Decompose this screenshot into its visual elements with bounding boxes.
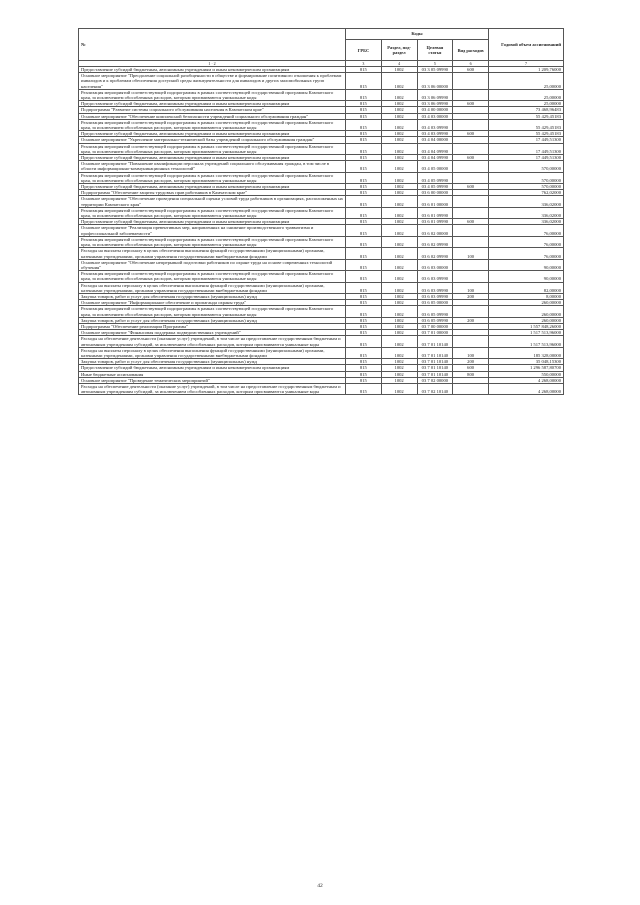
row-article-cell: 03 3 06 09990 (417, 101, 453, 107)
row-sum-cell: 17 449,51300 (489, 143, 564, 154)
row-grbs-cell: 815 (346, 113, 382, 119)
header-grbs: ГРБС (346, 40, 382, 61)
row-name-cell: Закупка товаров, работ и услуг для обеспечения государственных (муниципальных) нужд (79, 359, 346, 365)
row-sum-cell: 17 449,51300 (489, 155, 564, 161)
row-section-cell: 1002 (381, 347, 417, 358)
table-row (79, 271, 564, 282)
row-expense-type-cell: 100 (453, 248, 489, 259)
row-article-cell: 03 4 03 09990 (417, 131, 453, 137)
row-section-cell: 1002 (381, 190, 417, 196)
row-grbs-cell: 815 (346, 259, 382, 270)
header-article: Целевая статья (417, 40, 453, 61)
row-expense-type-cell: 600 (453, 219, 489, 225)
row-article-cell: 03 6 03 09990 (417, 271, 453, 282)
row-sum-cell: 1 517 513,96000 (489, 336, 564, 347)
row-section-cell: 1002 (381, 196, 417, 207)
row-sum-cell: 82,00000 (489, 282, 564, 293)
row-section-cell: 1002 (381, 113, 417, 119)
row-sum-cell: 570,00000 (489, 161, 564, 172)
row-name-cell: Реализация мероприятий соответствующей подпрограммы в рамках соответствующей государственной программы Камчатского края, за исключением обособленных расходов, которым присваиваются уникальные коды (79, 207, 346, 218)
row-grbs-cell: 815 (346, 336, 382, 347)
row-article-cell: 03 4 05 09990 (417, 172, 453, 183)
row-section-cell: 1002 (381, 207, 417, 218)
row-article-cell: 03 7 01 10140 (417, 336, 453, 347)
page-number: 42 (317, 883, 323, 889)
row-expense-type-cell: 600 (453, 101, 489, 107)
row-grbs-cell: 815 (346, 119, 382, 130)
row-grbs-cell: 815 (346, 219, 382, 225)
row-name-cell: Закупка товаров, работ и услуг для обеспечения государственных (муниципальных) нужд (79, 317, 346, 323)
table-row (79, 196, 564, 207)
row-article-cell: 03 7 01 10140 (417, 365, 453, 371)
row-section-cell: 1002 (381, 172, 417, 183)
table-row (79, 143, 564, 154)
row-expense-type-cell: 600 (453, 155, 489, 161)
row-article-cell: 03 7 00 00000 (417, 323, 453, 329)
row-sum-cell: 76,00000 (489, 248, 564, 259)
row-expense-type-cell (453, 336, 489, 347)
row-name-cell: Подпрограмма "Обеспечение защиты трудовых прав работников в Камчатском крае" (79, 190, 346, 196)
row-section-cell: 1002 (381, 282, 417, 293)
row-section-cell: 1002 (381, 236, 417, 247)
row-grbs-cell: 815 (346, 248, 382, 259)
row-article-cell: 03 6 03 00000 (417, 259, 453, 270)
row-sum-cell: 185 328,00000 (489, 347, 564, 358)
row-grbs-cell: 815 (346, 101, 382, 107)
row-section-cell: 1002 (381, 67, 417, 73)
row-name-cell: Предоставление субсидий бюджетным, автономным учреждениям и иным некоммерческим организациям (79, 155, 346, 161)
col-num-cell: 6 (453, 61, 489, 67)
row-article-cell: 03 6 02 09990 (417, 236, 453, 247)
row-article-cell: 03 7 01 00000 (417, 330, 453, 336)
row-sum-cell: 1 517 513,96000 (489, 330, 564, 336)
table-row (79, 225, 564, 236)
row-name-cell: Подпрограмма "Обеспечение реализации Программы" (79, 323, 346, 329)
row-expense-type-cell: 600 (453, 67, 489, 73)
table-row (79, 236, 564, 247)
row-name-cell: Основное мероприятие "Обеспечение комплексной безопасности учреждений социального обслуживания граждан" (79, 113, 346, 119)
row-grbs-cell: 815 (346, 89, 382, 100)
table-row (79, 336, 564, 347)
row-expense-type-cell (453, 143, 489, 154)
budget-table-sheet (78, 28, 564, 395)
table-row (79, 73, 564, 90)
row-grbs-cell: 815 (346, 137, 382, 143)
row-sum-cell: 260,00000 (489, 306, 564, 317)
row-section-cell: 1002 (381, 101, 417, 107)
row-sum-cell: 76,00000 (489, 236, 564, 247)
row-article-cell: 03 7 02 10140 (417, 383, 453, 394)
row-grbs-cell: 815 (346, 293, 382, 299)
row-section-cell: 1002 (381, 306, 417, 317)
row-article-cell: 03 6 01 09990 (417, 207, 453, 218)
row-name-cell: Расходы на выплаты персоналу в целях обеспечения выполнения функций государственными (муниципальными) органами, казенными учреждениями, органами управления государственными внебюджетными фондами (79, 248, 346, 259)
row-article-cell: 03 7 01 10140 (417, 347, 453, 358)
row-grbs-cell: 815 (346, 73, 382, 90)
row-expense-type-cell: 200 (453, 317, 489, 323)
row-sum-cell: 35 048,15300 (489, 359, 564, 365)
row-sum-cell: 260,00000 (489, 317, 564, 323)
row-sum-cell: 550,00000 (489, 371, 564, 377)
col-num-cell: 5 (417, 61, 453, 67)
row-section-cell: 1002 (381, 137, 417, 143)
row-section-cell: 1002 (381, 107, 417, 113)
row-expense-type-cell (453, 236, 489, 247)
row-section-cell: 1002 (381, 293, 417, 299)
row-expense-type-cell: 600 (453, 131, 489, 137)
row-name-cell: Основное мероприятие "Повышение квалификации персонала учреждений социального обслуживания граждан, в том числе в области информационно-коммуникационных технологий" (79, 161, 346, 172)
table-row (79, 248, 564, 259)
row-grbs-cell: 815 (346, 225, 382, 236)
row-expense-type-cell (453, 172, 489, 183)
row-name-cell: Основное мероприятие "Преодоление социальной разобщенности в обществе и формирование позитивного отношения к проблемам инвалидов и к проблемам обеспечения доступной среды жизнедеятельности для инвалидов и других маломобильных групп населения" (79, 73, 346, 90)
row-sum-cell: 336,02000 (489, 219, 564, 225)
row-article-cell: 03 3 06 09990 (417, 89, 453, 100)
row-expense-type-cell (453, 271, 489, 282)
row-section-cell: 1002 (381, 330, 417, 336)
table-row (79, 119, 564, 130)
budget-table (78, 28, 564, 395)
table-row (79, 282, 564, 293)
row-expense-type-cell (453, 225, 489, 236)
row-section-cell: 1002 (381, 371, 417, 377)
row-expense-type-cell (453, 73, 489, 90)
row-article-cell: 03 6 05 09990 (417, 317, 453, 323)
row-grbs-cell: 815 (346, 347, 382, 358)
row-name-cell: Предоставление субсидий бюджетным, автономным учреждениям и иным некоммерческим организациям (79, 101, 346, 107)
row-grbs-cell: 815 (346, 190, 382, 196)
row-section-cell: 1002 (381, 377, 417, 383)
row-sum-cell: 76,00000 (489, 225, 564, 236)
row-grbs-cell: 815 (346, 383, 382, 394)
row-article-cell: 03 4 05 09990 (417, 184, 453, 190)
row-expense-type-cell: 200 (453, 359, 489, 365)
row-name-cell: Предоставление субсидий бюджетным, автономным учреждениям и иным некоммерческим организациям (79, 219, 346, 225)
row-sum-cell: 17 449,51300 (489, 137, 564, 143)
row-name-cell: Предоставление субсидий бюджетным, автономным учреждениям и иным некоммерческим организациям (79, 131, 346, 137)
table-row (79, 172, 564, 183)
row-section-cell: 1002 (381, 259, 417, 270)
row-grbs-cell: 815 (346, 155, 382, 161)
row-article-cell: 03 3 06 00000 (417, 73, 453, 90)
row-article-cell: 03 6 03 09990 (417, 282, 453, 293)
row-grbs-cell: 815 (346, 143, 382, 154)
row-name-cell: Предоставление субсидий бюджетным, автономным учреждениям и иным некоммерческим организациям (79, 184, 346, 190)
row-name-cell: Реализация мероприятий соответствующей подпрограммы в рамках соответствующей государственной программы Камчатского края, за исключением обособленных расходов, которым присваиваются уникальные коды (79, 143, 346, 154)
row-name-cell: Реализация мероприятий соответствующей подпрограммы в рамках соответствующей государственной программы Камчатского края, за исключением обособленных расходов, которым присваиваются уникальные коды (79, 119, 346, 130)
table-row (79, 383, 564, 394)
row-sum-cell: 570,00000 (489, 184, 564, 190)
row-article-cell: 03 4 04 00000 (417, 137, 453, 143)
row-grbs-cell: 815 (346, 282, 382, 293)
row-grbs-cell: 815 (346, 184, 382, 190)
col-num-cell: 7 (489, 61, 564, 67)
row-article-cell: 03 4 04 09990 (417, 155, 453, 161)
row-article-cell: 03 6 05 00000 (417, 300, 453, 306)
row-name-cell: Иные бюджетные ассигнования (79, 371, 346, 377)
table-body (79, 61, 564, 395)
row-section-cell: 1002 (381, 383, 417, 394)
row-article-cell: 03 7 01 10140 (417, 371, 453, 377)
row-expense-type-cell: 800 (453, 371, 489, 377)
row-name-cell: Реализация мероприятий соответствующей подпрограммы в рамках соответствующей государственной программы Камчатского края, за исключением обособленных расходов, которым присваиваются уникальные коды (79, 172, 346, 183)
row-section-cell: 1002 (381, 225, 417, 236)
row-section-cell: 1002 (381, 248, 417, 259)
row-section-cell: 1002 (381, 155, 417, 161)
row-article-cell: 03 6 01 00000 (417, 196, 453, 207)
row-sum-cell: 73 468,96483 (489, 107, 564, 113)
row-expense-type-cell (453, 207, 489, 218)
row-name-cell: Подпрограмма "Развитие системы социального обслуживания населения в Камчатском крае" (79, 107, 346, 113)
row-grbs-cell: 815 (346, 207, 382, 218)
col-num-cell: 3 (346, 61, 382, 67)
row-sum-cell: 4 268,00000 (489, 383, 564, 394)
row-expense-type-cell (453, 196, 489, 207)
row-grbs-cell: 815 (346, 330, 382, 336)
row-section-cell: 1002 (381, 359, 417, 365)
row-article-cell: 03 7 02 00000 (417, 377, 453, 383)
table-row (79, 89, 564, 100)
table-row (79, 161, 564, 172)
row-expense-type-cell: 600 (453, 184, 489, 190)
row-expense-type-cell: 600 (453, 365, 489, 371)
table-row (79, 347, 564, 358)
row-article-cell: 03 7 01 10140 (417, 359, 453, 365)
row-grbs-cell: 815 (346, 306, 382, 317)
col-num-cell: 1 · 2 (79, 61, 346, 67)
row-name-cell: Расходы на выплаты персоналу в целях обеспечения выполнения функций государственными (муниципальными) органами, казенными учреждениями, органами управления государственными внебюджетными фондами (79, 347, 346, 358)
row-expense-type-cell (453, 119, 489, 130)
row-grbs-cell: 815 (346, 172, 382, 183)
row-expense-type-cell: 100 (453, 347, 489, 358)
row-name-cell: Реализация мероприятий соответствующей подпрограммы в рамках соответствующей государственной программы Камчатского края, за исключением обособленных расходов, которым присваиваются уникальные коды (79, 306, 346, 317)
row-grbs-cell: 815 (346, 271, 382, 282)
row-sum-cell: 25,00000 (489, 89, 564, 100)
row-name-cell: Предоставление субсидий бюджетным, автономным учреждениям и иным некоммерческим организациям (79, 67, 346, 73)
row-sum-cell: 336,02000 (489, 207, 564, 218)
row-article-cell: 03 6 02 00000 (417, 225, 453, 236)
row-sum-cell: 25,00000 (489, 73, 564, 90)
table-row (79, 259, 564, 270)
row-sum-cell: 90,00000 (489, 259, 564, 270)
row-grbs-cell: 815 (346, 300, 382, 306)
row-article-cell: 03 4 03 00000 (417, 113, 453, 119)
row-sum-cell: 55 429,45183 (489, 113, 564, 119)
row-sum-cell: 1 557 848,26000 (489, 323, 564, 329)
row-grbs-cell: 815 (346, 317, 382, 323)
row-name-cell: Основное мероприятие "Финансовая поддержка подведомственных учреждений" (79, 330, 346, 336)
row-name-cell: Основное мероприятие "Обеспечение проведения специальной оценки условий труда работников в организациях, расположенных на территории Камчатского края" (79, 196, 346, 207)
row-article-cell: 03 6 05 09990 (417, 306, 453, 317)
row-grbs-cell: 815 (346, 365, 382, 371)
row-section-cell: 1002 (381, 73, 417, 90)
row-name-cell: Расходы на выплаты персоналу в целях обеспечения выполнения функций государственными (муниципальными) органами, казенными учреждениями, органами управления государственными внебюджетными фондами (79, 282, 346, 293)
row-name-cell: Основное мероприятие "Проведение тематических мероприятий" (79, 377, 346, 383)
row-sum-cell: 55 429,45183 (489, 119, 564, 130)
row-expense-type-cell (453, 89, 489, 100)
row-article-cell: 03 3 05 09990 (417, 67, 453, 73)
row-sum-cell: 570,00000 (489, 172, 564, 183)
row-section-cell: 1002 (381, 300, 417, 306)
row-name-cell: Основное мероприятие "Реализация превентивных мер, направленных на снижение производственного травматизма и профессиональной заболеваемости" (79, 225, 346, 236)
row-grbs-cell: 815 (346, 323, 382, 329)
row-sum-cell: 4 268,00000 (489, 377, 564, 383)
row-name-cell: Основное мероприятие "Обеспечение непрерывной подготовки работников по охране труда на основе современных технологий обучения" (79, 259, 346, 270)
row-name-cell: Расходы на обеспечение деятельности (оказание услуг) учреждений, в том числе на предоставление государственным бюджетным и автономным учреждениям субсидий, за исключением обособленных расходов, которым присваиваются уникальные коды (79, 383, 346, 394)
row-grbs-cell: 815 (346, 371, 382, 377)
row-grbs-cell: 815 (346, 377, 382, 383)
row-name-cell: Основное мероприятие "Укрепление материально-технической базы учреждений социального обслуживания граждан" (79, 137, 346, 143)
row-section-cell: 1002 (381, 271, 417, 282)
row-sum-cell: 1 209,76000 (489, 67, 564, 73)
table-row (79, 207, 564, 218)
row-article-cell: 03 6 01 09990 (417, 219, 453, 225)
header-section: Раздел, под-раздел (381, 40, 417, 61)
row-expense-type-cell: 100 (453, 282, 489, 293)
row-section-cell: 1002 (381, 119, 417, 130)
row-section-cell: 1002 (381, 317, 417, 323)
row-name-cell: Реализация мероприятий соответствующей подпрограммы в рамках соответствующей государственной программы Камчатского края, за исключением обособленных расходов, которым присваиваются уникальные коды (79, 236, 346, 247)
row-expense-type-cell (453, 161, 489, 172)
row-grbs-cell: 815 (346, 131, 382, 137)
row-name-cell: Реализация мероприятий соответствующей подпрограммы в рамках соответствующей государственной программы Камчатского края, за исключением обособленных расходов, которым присваиваются уникальные коды (79, 271, 346, 282)
row-section-cell: 1002 (381, 323, 417, 329)
row-sum-cell: 55 429,45183 (489, 131, 564, 137)
table-row (79, 306, 564, 317)
row-article-cell: 03 6 03 09990 (417, 293, 453, 299)
row-expense-type-cell: 200 (453, 293, 489, 299)
row-sum-cell: 260,00000 (489, 300, 564, 306)
header-sum: Годовой объем ассигнований (489, 29, 564, 61)
row-name-cell: Закупка товаров, работ и услуг для обеспечения государственных (муниципальных) нужд (79, 293, 346, 299)
row-expense-type-cell (453, 306, 489, 317)
row-sum-cell: 762,02000 (489, 190, 564, 196)
row-section-cell: 1002 (381, 131, 417, 137)
row-name-cell: Предоставление субсидий бюджетным, автономным учреждениям и иным некоммерческим организациям (79, 365, 346, 371)
row-grbs-cell: 815 (346, 161, 382, 172)
row-grbs-cell: 815 (346, 67, 382, 73)
row-article-cell: 03 4 05 00000 (417, 161, 453, 172)
header-expense-type: Вид расходов (453, 40, 489, 61)
row-grbs-cell: 815 (346, 107, 382, 113)
row-expense-type-cell (453, 383, 489, 394)
row-article-cell: 03 4 03 09990 (417, 119, 453, 130)
row-article-cell: 03 4 04 09990 (417, 143, 453, 154)
row-sum-cell: 25,00000 (489, 101, 564, 107)
header-codes: Коды (346, 29, 489, 40)
row-sum-cell: 336,02000 (489, 196, 564, 207)
row-name-cell: Основное мероприятие "Информационное обеспечение и пропаганда охраны труда" (79, 300, 346, 306)
row-article-cell: 03 6 02 09990 (417, 248, 453, 259)
row-sum-cell: 1 296 587,80700 (489, 365, 564, 371)
row-grbs-cell: 815 (346, 359, 382, 365)
row-grbs-cell: 815 (346, 236, 382, 247)
row-name-cell: Расходы на обеспечение деятельности (оказание услуг) учреждений, в том числе на предоставление государственным бюджетным и автономным учреждениям субсидий, за исключением обособленных расходов, которым присваиваются уникальные коды (79, 336, 346, 347)
row-section-cell: 1002 (381, 184, 417, 190)
row-section-cell: 1002 (381, 161, 417, 172)
row-section-cell: 1002 (381, 219, 417, 225)
row-article-cell: 03 4 00 00000 (417, 107, 453, 113)
row-section-cell: 1002 (381, 336, 417, 347)
col-num-cell: 4 (381, 61, 417, 67)
row-section-cell: 1002 (381, 143, 417, 154)
row-article-cell: 03 6 00 00000 (417, 190, 453, 196)
header-no: № (79, 29, 346, 61)
row-expense-type-cell (453, 259, 489, 270)
row-name-cell: Реализация мероприятий соответствующей подпрограммы в рамках соответствующей государственной программы Камчатского края, за исключением обособленных расходов, которым присваиваются уникальные коды (79, 89, 346, 100)
row-grbs-cell: 815 (346, 196, 382, 207)
row-sum-cell: 8,00000 (489, 293, 564, 299)
row-section-cell: 1002 (381, 365, 417, 371)
row-section-cell: 1002 (381, 89, 417, 100)
row-sum-cell: 90,00000 (489, 271, 564, 282)
